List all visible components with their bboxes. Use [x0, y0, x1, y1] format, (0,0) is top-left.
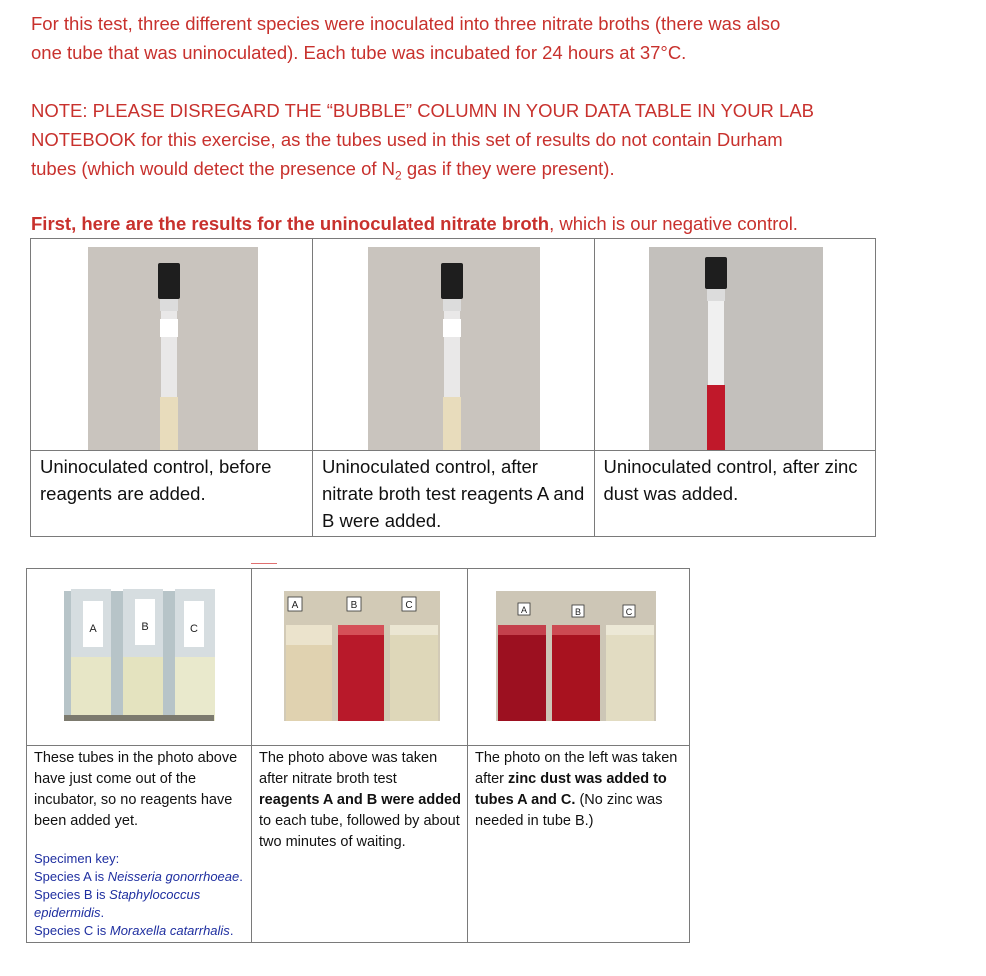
caption-before: Uninoculated control, before reagents are added. [31, 451, 313, 537]
tube-photo-after-zinc [595, 239, 875, 450]
tube-label-b: B [141, 621, 149, 633]
species-c-name: Moraxella catarrhalis [109, 923, 230, 938]
species-a-name: Neisseria gonorrhoeae [107, 869, 240, 884]
tube-photo-after-ab [313, 239, 593, 450]
caption-reagents: The photo above was taken after nitrate broth test reagents A and B were added to each tube, followed by about two minutes of waiting. [252, 746, 468, 943]
photo-cell-after-zinc [594, 239, 876, 451]
note-line-3-end: gas if they were present). [401, 158, 615, 179]
tubes-photo-incubated [27, 569, 251, 740]
decorative-line [251, 563, 277, 564]
photo-cell-incubated [27, 569, 252, 746]
species-b-name: Staphylococcus epidermidis [34, 887, 201, 920]
negative-control-heading [31, 211, 971, 237]
caption-zinc-bold: zinc dust was added to tubes A and C. [475, 771, 667, 808]
tube-label-c: C [405, 600, 413, 611]
negative-control-table [30, 238, 876, 537]
negative-control-bold: First, here are the results for the uninoculated nitrate broth [31, 213, 550, 234]
photo-cell-reagents [252, 569, 468, 746]
specimen-key-title: Specimen key: [34, 851, 120, 866]
specimen-key-b: Species B is Staphylococcus epidermidis. [34, 887, 201, 920]
photo-cell-before [31, 239, 313, 451]
intro-paragraph [31, 9, 931, 67]
note-line-3-text: tubes (which would detect the presence of N [31, 158, 396, 179]
tubes-photo-zinc [468, 569, 689, 740]
photo-cell-after-ab [313, 239, 595, 451]
species-results-table [26, 568, 690, 943]
tube-label-a: A [291, 600, 299, 611]
intro-line-1: For this test, three different species were inoculated into three nitrate broths (there was also [31, 13, 781, 34]
specimen-key [34, 850, 245, 940]
note-line-1: NOTE: PLEASE DISREGARD THE “BUBBLE” COLUMN IN YOUR DATA TABLE IN YOUR LAB [31, 100, 815, 121]
specimen-key-a: Species A is Neisseria gonorrhoeae. [34, 869, 243, 884]
tube-label-b: B [574, 607, 582, 617]
negative-control-rest: , which is our negative control. [549, 213, 798, 234]
caption-reagents-bold: reagents A and B were added [259, 792, 461, 808]
tube-label-a: A [520, 605, 528, 615]
tubes-photo-reagents [252, 569, 467, 740]
tube-photo-before [31, 239, 311, 450]
caption-incubated-text: These tubes in the photo above have just come out of the incubator, so no reagents have been added yet. [34, 750, 238, 829]
intro-line-2: one tube that was uninoculated). Each tube was incubated for 24 hours at 37°C. [31, 42, 687, 63]
note-line-2: NOTEBOOK for this exercise, as the tubes used in this set of results do not contain Durham [31, 129, 783, 150]
caption-incubated [27, 746, 252, 943]
photo-cell-zinc [468, 569, 690, 746]
tube-label-c: C [625, 607, 633, 617]
note-paragraph [31, 96, 931, 191]
caption-after-ab: Uninoculated control, after nitrate broth test reagents A and B were added. [313, 451, 595, 537]
specimen-key-c: Species C is Moraxella catarrhalis. [34, 923, 234, 938]
caption-after-zinc: Uninoculated control, after zinc dust was added. [594, 451, 876, 537]
tube-label-a: A [89, 623, 97, 635]
caption-zinc: The photo on the left was taken after zinc dust was added to tubes A and C. (No zinc was needed in tube B.) [468, 746, 690, 943]
tube-label-c: C [190, 623, 198, 635]
note-subscript: 2 [395, 168, 402, 183]
note-line-3 [31, 154, 931, 191]
tube-label-b: B [350, 600, 358, 611]
